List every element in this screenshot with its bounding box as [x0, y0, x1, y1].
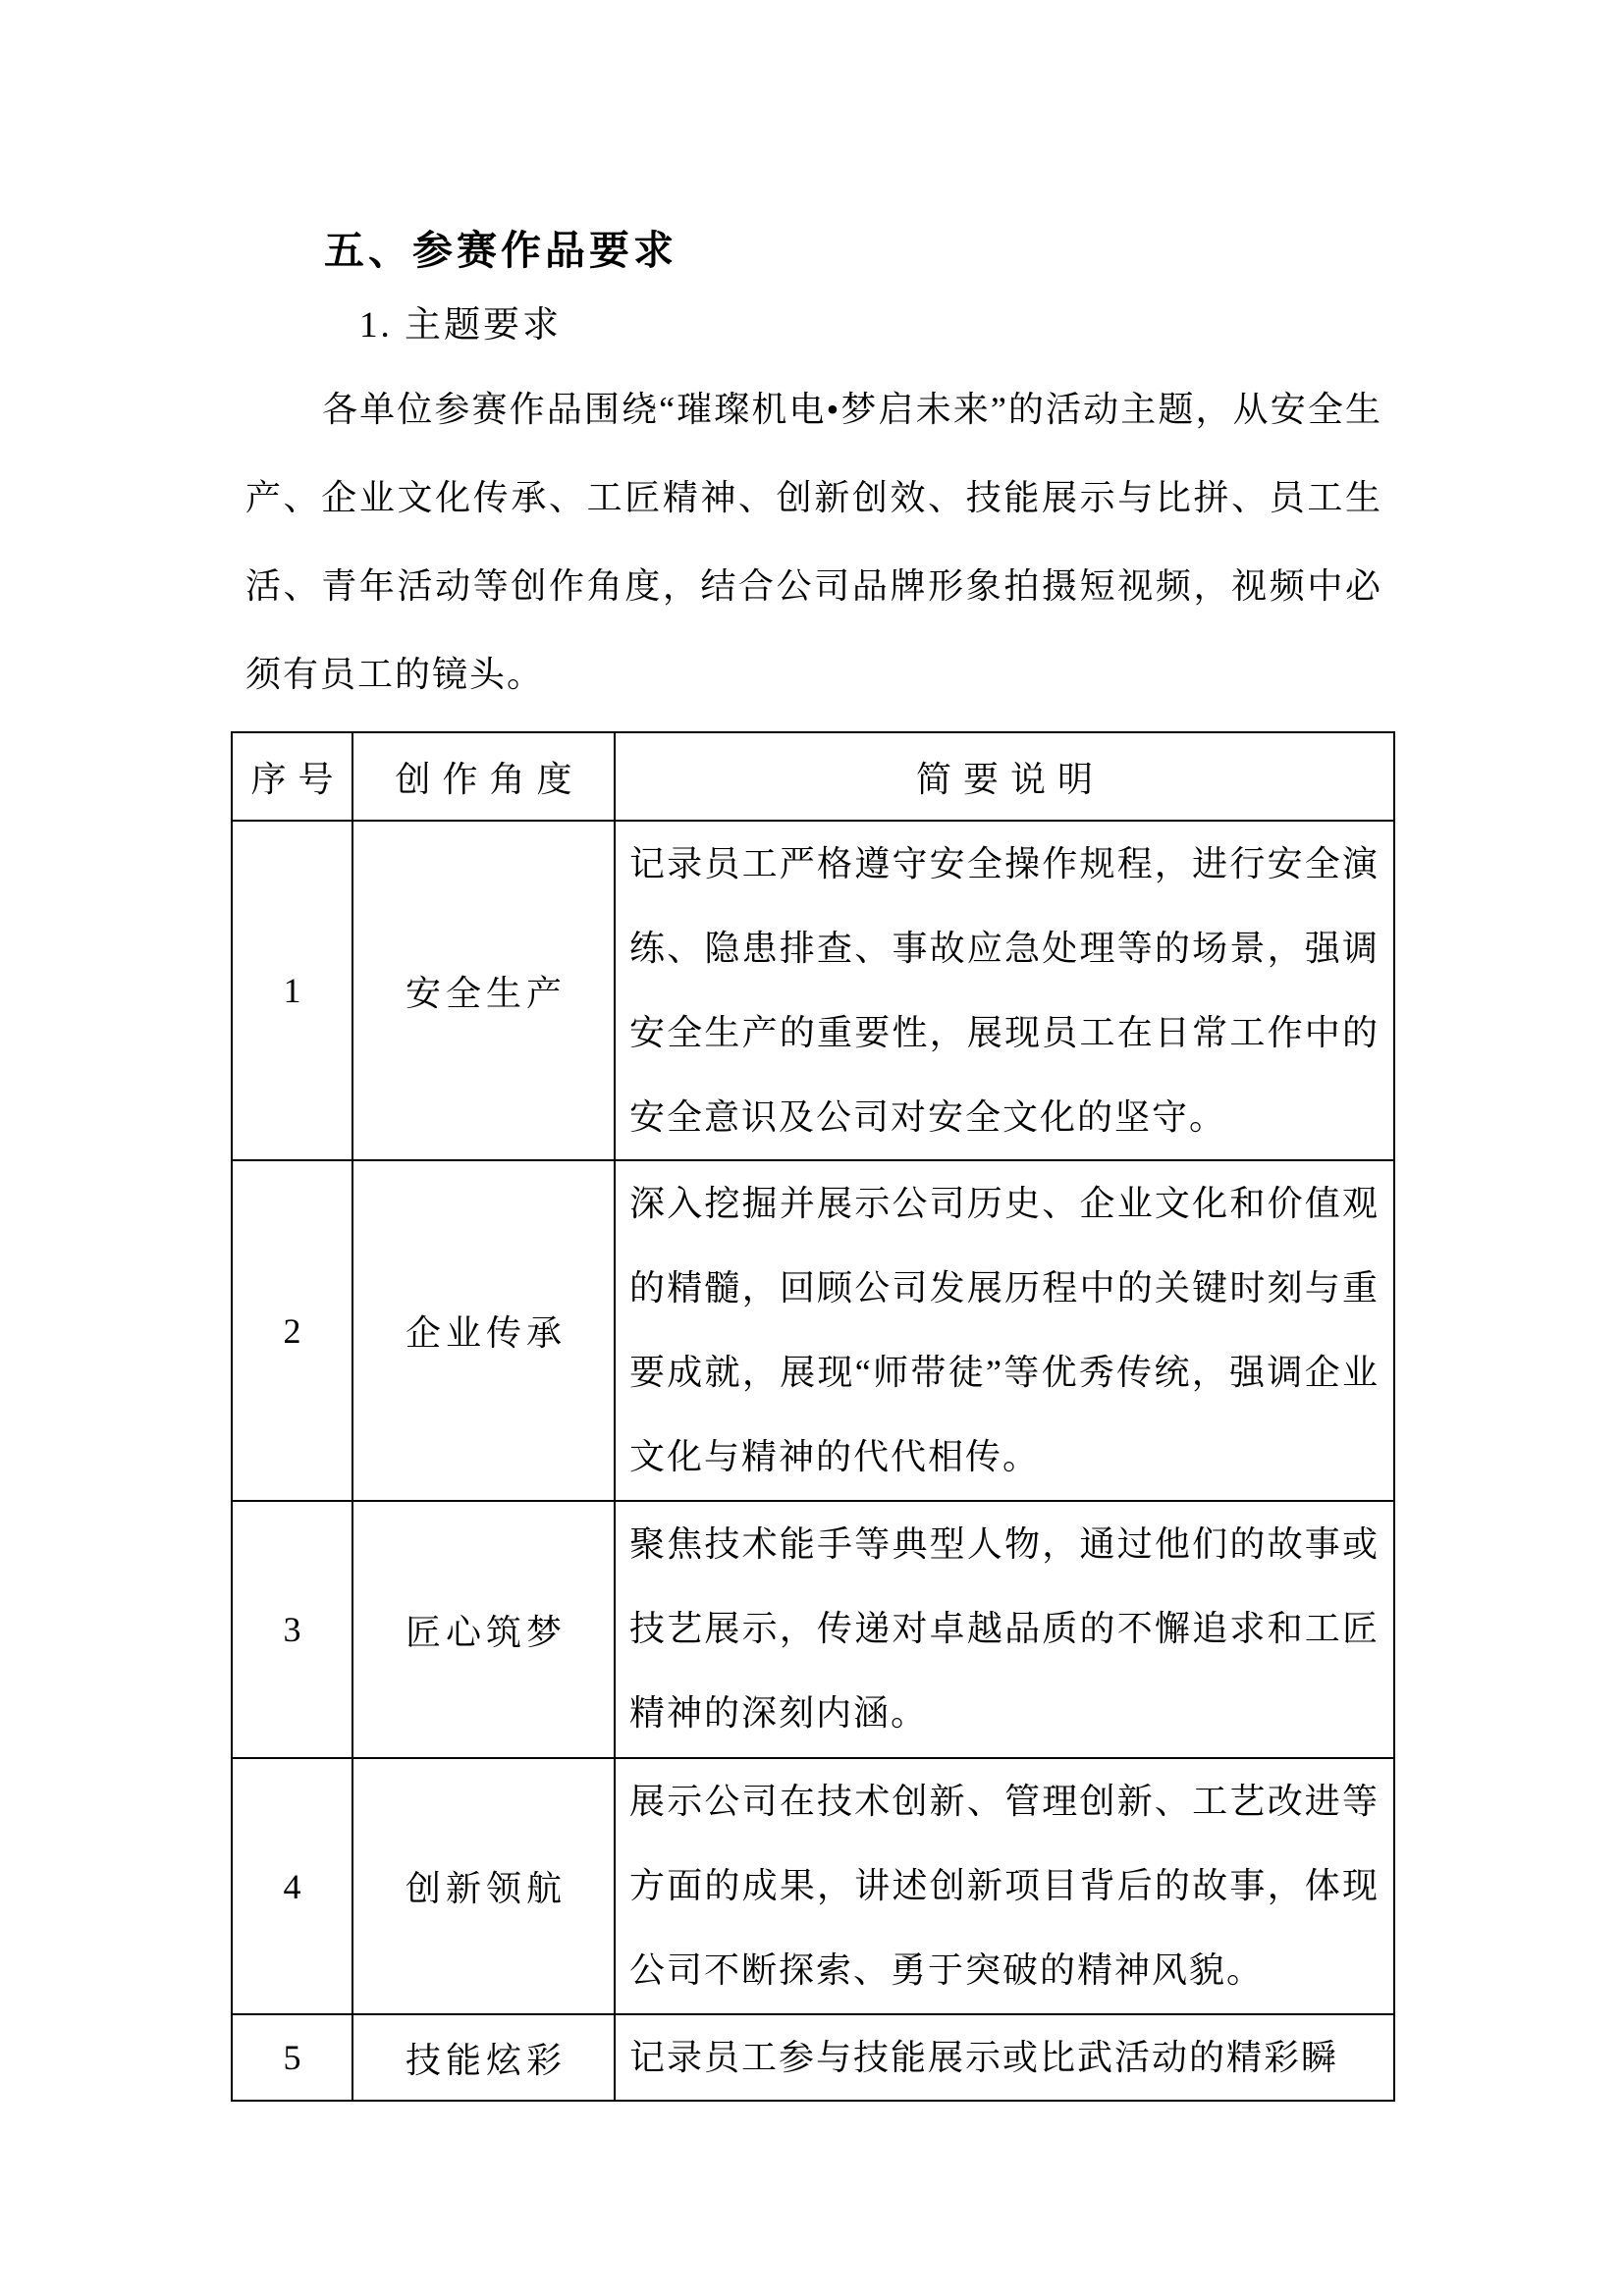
row-serial-number: 2 — [232, 1160, 352, 1501]
table-row — [232, 1501, 1394, 1758]
row-creation-angle: 创新领航 — [352, 1758, 615, 2014]
table-row — [232, 1758, 1394, 2014]
row-creation-angle: 企业传承 — [352, 1160, 615, 1501]
row-description: 记录员工参与技能展示或比武活动的精彩瞬 — [615, 2014, 1394, 2101]
row-creation-angle: 技能炫彩 — [352, 2014, 615, 2101]
creation-angle-table — [231, 731, 1395, 2102]
row-serial-number: 4 — [232, 1758, 352, 2014]
theme-paragraph: 各单位参赛作品围绕“璀璨机电•梦启未来”的活动主题，从安全生产、企业文化传承、工匠精神、创新创效、技能展示与比拼、员工生活、青年活动等创作角度，结合公司品牌形象拍摄短视频，视频中必须有员工的镜头。 — [245, 390, 1382, 694]
row-description: 记录员工严格遵守安全操作规程，进行安全演练、隐患排查、事故应急处理等的场景，强调安全生产的重要性，展现员工在日常工作中的安全意识及公司对安全文化的坚守。 — [615, 821, 1394, 1160]
row-serial-number: 3 — [232, 1501, 352, 1758]
row-creation-angle: 匠心筑梦 — [352, 1501, 615, 1758]
row-serial-number: 1 — [232, 821, 352, 1160]
row-description: 聚焦技术能手等典型人物，通过他们的故事或技艺展示，传递对卓越品质的不懈追求和工匠精神的深刻内涵。 — [615, 1501, 1394, 1758]
section-heading: 五、参赛作品要求 — [324, 228, 677, 273]
header-serial-number: 序号 — [232, 732, 352, 821]
table-row — [232, 2014, 1394, 2101]
row-creation-angle: 安全生产 — [352, 821, 615, 1160]
row-description: 展示公司在技术创新、管理创新、工艺改进等方面的成果，讲述创新项目背后的故事，体现公司不断探索、勇于突破的精神风貌。 — [615, 1758, 1394, 2014]
sub-heading: 1. 主题要求 — [359, 305, 562, 346]
table-row — [232, 1160, 1394, 1501]
header-brief-description: 简要说明 — [615, 732, 1394, 821]
table-row — [232, 821, 1394, 1160]
table-header-row — [232, 732, 1394, 821]
header-creation-angle: 创作角度 — [352, 732, 615, 821]
row-serial-number: 5 — [232, 2014, 352, 2101]
row-description: 深入挖掘并展示公司历史、企业文化和价值观的精髓，回顾公司发展历程中的关键时刻与重要成就，展现“师带徒”等优秀传统，强调企业文化与精神的代代相传。 — [615, 1160, 1394, 1501]
